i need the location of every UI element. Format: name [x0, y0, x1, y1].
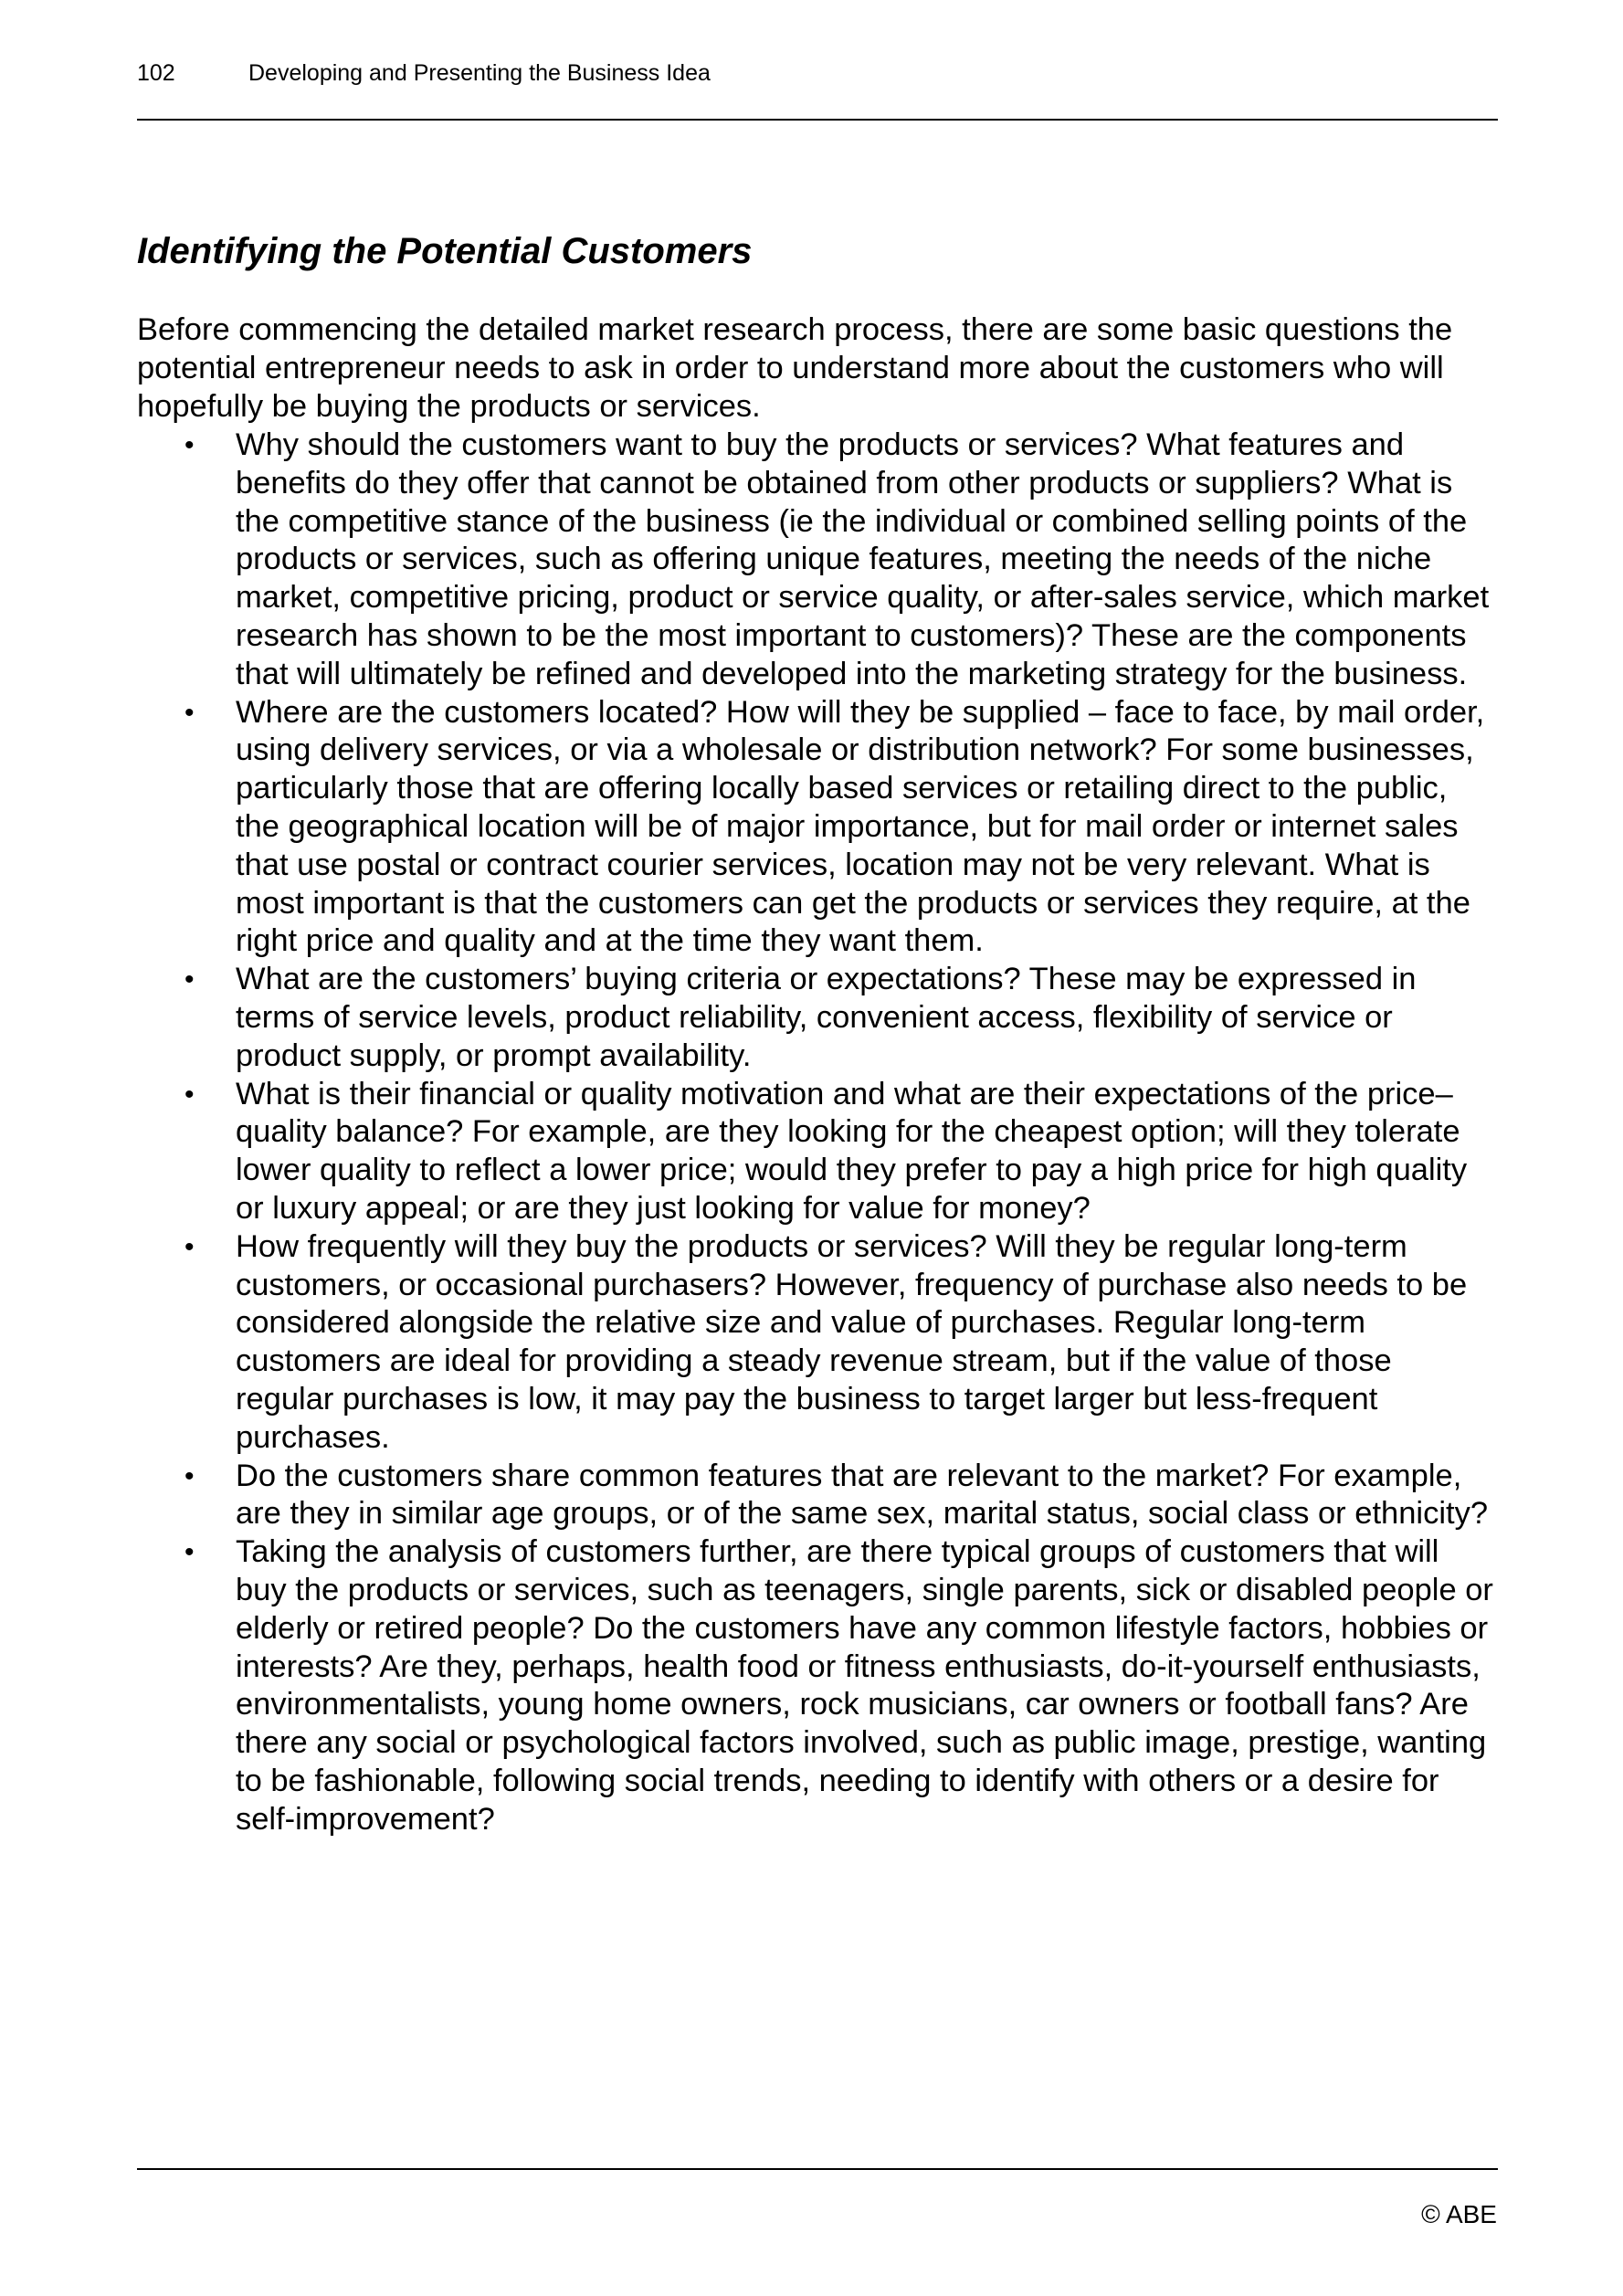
- copyright-notice: © ABE: [1421, 2200, 1497, 2228]
- list-item: [137, 961, 1498, 1075]
- header-divider: [137, 119, 1498, 121]
- list-item-text: What is their financial or quality motivation and what are their expectations of the price–quality balance? For example, are they looking for the cheapest option; will they tolerate lower quality to reflect a lower price; would they prefer to pay a high price for high quality or luxury appeal; or are they just looking for value for money?: [236, 1076, 1468, 1226]
- bullet-icon: •: [184, 430, 195, 460]
- list-item-text: How frequently will they buy the products or services? Will they be regular long-term customers, or occasional purchasers? However, frequency of purchase also needs to be considered alongside the relative size and value of purchases. Regular long-term customers are ideal for providing a steady revenue stream, but if the value of those regular purchases is low, it may pay the business to target larger but less-frequent purchases.: [236, 1228, 1468, 1455]
- bullet-icon: •: [184, 964, 195, 995]
- list-item-text: Do the customers share common features that are relevant to the market? For example, are they in similar age groups, or of the same sex, marital status, social class or ethnicity?: [236, 1458, 1489, 1532]
- list-item-text: Why should the customers want to buy the products or services? What features and benefits do they offer that cannot be obtained from other products or suppliers? What is the competitive stance of the business (ie the individual or combined selling points of the products or services, such as offering unique features, meeting the needs of the niche market, competitive pricing, product or service quality, or after-sales service, which market research has shown to be the most important to customers)? These are the components that will ultimately be refined and developed into the marketing strategy for the business.: [236, 427, 1490, 691]
- list-item-text: Taking the analysis of customers further, are there typical groups of customers that will buy the products or services, such as teenagers, single parents, sick or disabled people or elderly or retired people? Do the customers have any common lifestyle factors, hobbies or interests? Are they, perhaps, health food or fitness enthusiasts, do-it-yourself enthusiasts, environmentalists, young home owners, rock musicians, car owners or football fans? Are there any social or psychological factors involved, such as public image, prestige, wanting to be fashionable, following social trends, needing to identify with others or a desire for self-improvement?: [236, 1534, 1493, 1837]
- list-item: [137, 1228, 1498, 1458]
- running-title: Developing and Presenting the Business Idea: [248, 60, 711, 86]
- bullet-icon: •: [184, 1231, 195, 1262]
- list-item: [137, 1076, 1498, 1228]
- question-list: [137, 427, 1498, 1838]
- page-number: 102: [137, 60, 175, 86]
- bullet-icon: •: [184, 1079, 195, 1110]
- list-item: [137, 1458, 1498, 1534]
- bullet-icon: •: [184, 1460, 195, 1491]
- list-item-text: Where are the customers located? How will they be supplied – face to face, by mail order, using delivery services, or via a wholesale or distribution network? For some businesses, particularly those that are offering locally based services or retailing direct to the public, the geographical location will be of major importance, but for mail order or internet sales that use postal or contract courier services, location may not be very relevant. What is most important is that the customers can get the products or services they require, at the right price and quality and at the time they want them.: [236, 694, 1485, 959]
- bullet-icon: •: [184, 697, 195, 728]
- bullet-icon: •: [184, 1537, 195, 1568]
- list-item: [137, 1533, 1498, 1838]
- list-item: [137, 427, 1498, 694]
- section-title: Identifying the Potential Customers: [137, 231, 753, 271]
- list-item: [137, 694, 1498, 962]
- footer-divider: [137, 2168, 1498, 2170]
- list-item-text: What are the customers’ buying criteria or expectations? These may be expressed in terms of service levels, product reliability, convenient access, flexibility of service or product supply, or prompt availability.: [236, 962, 1417, 1073]
- intro-paragraph: Before commencing the detailed market research process, there are some basic questions the potential entrepreneur needs to ask in order to understand more about the customers who will hopefully be buying the products or services.: [137, 312, 1453, 424]
